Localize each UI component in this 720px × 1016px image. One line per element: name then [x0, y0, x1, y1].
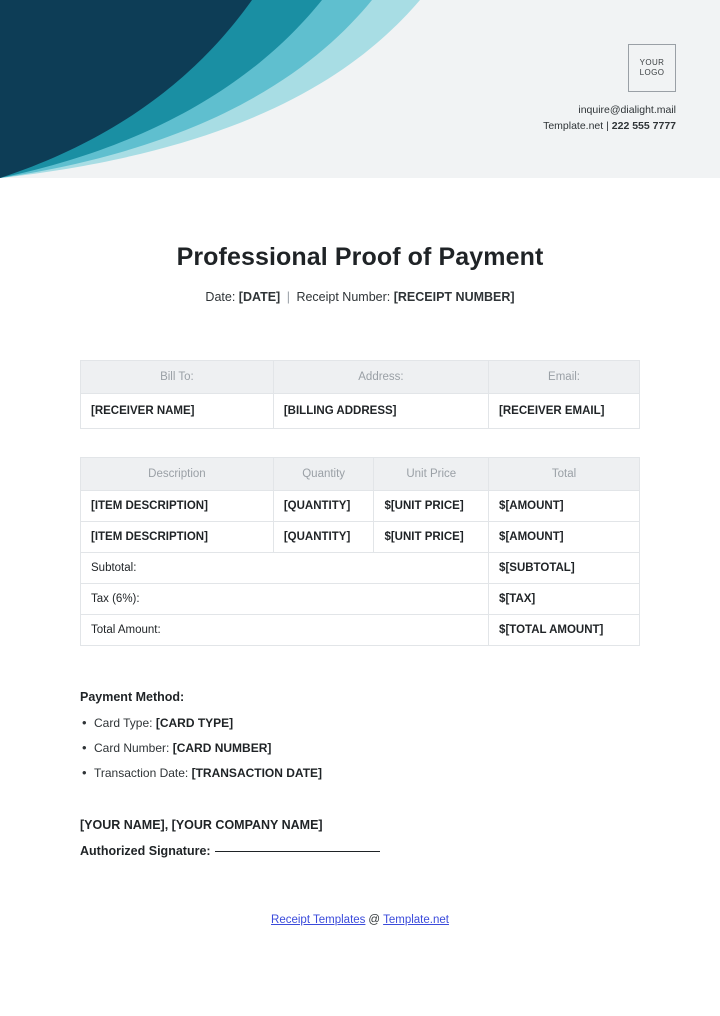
document-meta — [80, 290, 640, 304]
billto-header-address: Address: — [273, 361, 488, 394]
billto-value-email: [RECEIVER EMAIL] — [489, 394, 640, 429]
payment-method-section — [80, 690, 640, 780]
items-header-description: Description — [81, 458, 274, 491]
card-number-value: [CARD NUMBER] — [172, 741, 272, 755]
document-header — [0, 0, 720, 178]
template-net-link[interactable]: Template.net — [383, 914, 449, 926]
table-row-total — [81, 615, 640, 646]
header-contact-block — [543, 102, 676, 134]
footer-at: @ — [368, 914, 381, 926]
table-header-row — [81, 361, 640, 394]
item-quantity: [QUANTITY] — [273, 522, 374, 553]
subtotal-label: Subtotal: — [81, 553, 489, 584]
date-value: [DATE] — [238, 290, 281, 304]
contact-email: inquire@dialight.mail — [578, 104, 676, 116]
list-item — [80, 741, 640, 755]
page-title: Professional Proof of Payment — [176, 243, 544, 271]
logo-line-1: YOUR — [639, 58, 665, 67]
item-description: [ITEM DESCRIPTION] — [81, 491, 274, 522]
table-row — [81, 491, 640, 522]
items-header-total: Total — [489, 458, 640, 491]
items-header-quantity: Quantity — [273, 458, 374, 491]
item-description: [ITEM DESCRIPTION] — [81, 522, 274, 553]
document-body — [0, 243, 720, 926]
footer — [80, 914, 640, 926]
card-type-label: Card Type: — [94, 716, 153, 730]
subtotal-value: $[SUBTOTAL] — [489, 553, 640, 584]
logo-line-2: LOGO — [639, 68, 665, 77]
card-type-value: [CARD TYPE] — [155, 716, 234, 730]
list-item — [80, 716, 640, 730]
list-item — [80, 766, 640, 780]
table-header-row — [81, 458, 640, 491]
receipt-number-label: Receipt Number: — [296, 290, 391, 304]
table-row — [81, 394, 640, 429]
signature-line — [215, 851, 380, 852]
item-amount: $[AMOUNT] — [489, 491, 640, 522]
billto-value-address: [BILLING ADDRESS] — [273, 394, 488, 429]
total-amount-value: $[TOTAL AMOUNT] — [489, 615, 640, 646]
billto-header-email: Email: — [489, 361, 640, 394]
item-unit-price: $[UNIT PRICE] — [374, 522, 489, 553]
payment-method-title: Payment Method: — [80, 690, 185, 704]
tax-value: $[TAX] — [489, 584, 640, 615]
contact-separator: | — [606, 120, 609, 132]
items-header-unit-price: Unit Price — [374, 458, 489, 491]
transaction-date-label: Transaction Date: — [94, 766, 189, 780]
item-unit-price: $[UNIT PRICE] — [374, 491, 489, 522]
date-label: Date: — [205, 290, 236, 304]
billto-value-name: [RECEIVER NAME] — [81, 394, 274, 429]
signer-name-company: [YOUR NAME], [YOUR COMPANY NAME] — [80, 818, 323, 832]
billto-header-name: Bill To: — [81, 361, 274, 394]
header-wave-graphic — [0, 0, 720, 178]
table-row — [81, 522, 640, 553]
payment-method-list — [80, 716, 640, 780]
item-quantity: [QUANTITY] — [273, 491, 374, 522]
card-number-label: Card Number: — [94, 741, 170, 755]
item-amount: $[AMOUNT] — [489, 522, 640, 553]
transaction-date-value: [TRANSACTION DATE] — [191, 766, 323, 780]
receipt-number-value: [RECEIPT NUMBER] — [393, 290, 515, 304]
table-row-tax — [81, 584, 640, 615]
items-table — [80, 457, 640, 646]
contact-site-phone — [543, 118, 676, 134]
table-row-subtotal — [81, 553, 640, 584]
authorized-signature-row — [80, 844, 640, 858]
contact-phone: 222 555 7777 — [611, 120, 676, 132]
company-logo — [628, 44, 676, 92]
bill-to-table — [80, 360, 640, 429]
receipt-templates-link[interactable]: Receipt Templates — [271, 914, 366, 926]
meta-separator: | — [286, 290, 290, 304]
tax-label: Tax (6%): — [81, 584, 489, 615]
total-amount-label: Total Amount: — [81, 615, 489, 646]
contact-site: Template.net — [543, 120, 604, 132]
signature-section — [80, 818, 640, 858]
authorized-signature-label: Authorized Signature: — [80, 844, 211, 858]
